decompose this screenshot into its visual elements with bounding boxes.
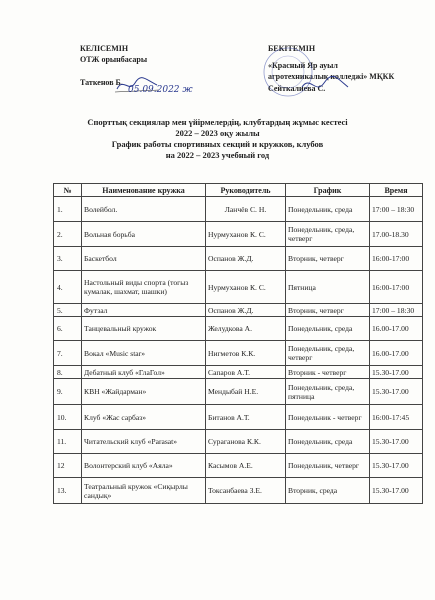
row-leader: Сураганова К.К. [206, 430, 286, 454]
row-club-name: Волонтерский клуб «Аяла» [82, 454, 206, 478]
row-time: 17.00-18.30 [370, 222, 423, 247]
row-club-name: КВН «Жайдарман» [82, 379, 206, 405]
row-club-name: Баскетбол [82, 247, 206, 271]
row-leader: Сапаров А.Т. [206, 366, 286, 379]
row-time: 16.00-17.00 [370, 341, 423, 366]
row-leader: Нурмуханов К. С. [206, 271, 286, 304]
header-time: Время [370, 184, 423, 197]
row-schedule: Понедельник, среда [286, 430, 370, 454]
row-club-name: Настольный виды спорта (тогыз кумалак, шахмат, шашки) [82, 271, 206, 304]
table-row [54, 271, 423, 304]
row-schedule: Понедельник, среда [286, 317, 370, 341]
table-row [54, 454, 423, 478]
row-leader: Ланчёв С. Н. [206, 197, 286, 222]
row-club-name: Танцевальный кружок [82, 317, 206, 341]
row-leader: Оспанов Ж.Д. [206, 304, 286, 317]
title-line-4: на 2022 – 2023 учебный год [165, 150, 270, 160]
table-row [54, 379, 423, 405]
row-time: 17:00 – 18:30 [370, 197, 423, 222]
approval-left-date: 05.09.2022 ж [128, 85, 193, 95]
row-schedule: Вторник, среда [286, 478, 370, 504]
table-row [54, 478, 423, 504]
row-time: 16:00-17:00 [370, 271, 423, 304]
row-number: 3. [54, 247, 82, 271]
row-club-name: Театральный кружок «Сиқырлы сандық» [82, 478, 206, 504]
row-number: 7. [54, 341, 82, 366]
row-time: 17:00 – 18:30 [370, 304, 423, 317]
table-header-row [54, 184, 423, 197]
row-club-name: Волейбол. [82, 197, 206, 222]
document-title [0, 117, 435, 161]
title-line-1: Спорттық секциялар мен үйірмелердің, клубтардың жұмыс кестесі [87, 117, 348, 127]
row-time: 15.30-17.00 [370, 366, 423, 379]
row-schedule: Понедельник, среда, четверг [286, 222, 370, 247]
title-line-3: График работы спортивных секций и кружков, клубов [111, 139, 324, 149]
row-schedule: Понедельник, четверг [286, 454, 370, 478]
row-number: 9. [54, 379, 82, 405]
row-time: 16.00-17.00 [370, 317, 423, 341]
row-time: 16:00-17:00 [370, 247, 423, 271]
table-row [54, 405, 423, 430]
row-number: 6. [54, 317, 82, 341]
row-leader: Желудкова А. [206, 317, 286, 341]
row-schedule: Понедельник, среда [286, 197, 370, 222]
row-schedule: Понедельник, среда, пятница [286, 379, 370, 405]
row-number: 8. [54, 366, 82, 379]
row-club-name: Вокал «Music star» [82, 341, 206, 366]
schedule-table [53, 183, 423, 504]
row-leader: Оспанов Ж.Д. [206, 247, 286, 271]
header-schedule: График [286, 184, 370, 197]
row-time: 15.30-17.00 [370, 478, 423, 504]
row-club-name: Читательский клуб «Parasat» [82, 430, 206, 454]
table-row [54, 430, 423, 454]
header-club-name: Наименование кружка [82, 184, 206, 197]
row-number: 11. [54, 430, 82, 454]
table-row [54, 366, 423, 379]
row-number: 4. [54, 271, 82, 304]
row-time: 15.30-17.00 [370, 379, 423, 405]
row-leader: Нигметов К.К. [206, 341, 286, 366]
row-club-name: Вольная борьба [82, 222, 206, 247]
row-schedule: Понедельник, среда, четверг [286, 341, 370, 366]
row-time: 15.30-17.00 [370, 454, 423, 478]
approval-right-org-line2: агротехникалық колледжі» МҚКК [268, 72, 395, 81]
table-row [54, 222, 423, 247]
row-leader: Касымов А.Е. [206, 454, 286, 478]
signature-right [300, 75, 350, 95]
row-club-name: Клуб «Жас сарбаз» [82, 405, 206, 430]
table-row [54, 341, 423, 366]
approval-right-signer: Сейткалиева С. [268, 84, 326, 93]
row-time: 15.30-17.00 [370, 430, 423, 454]
row-schedule: Вторник, четверг [286, 247, 370, 271]
row-leader: Битанов А.Т. [206, 405, 286, 430]
header-leader: Руководитель [206, 184, 286, 197]
table-row [54, 304, 423, 317]
row-leader: Токсанбаева З.Е. [206, 478, 286, 504]
row-number: 10. [54, 405, 82, 430]
row-schedule: Понедельник - четверг [286, 405, 370, 430]
row-club-name: Дебатный клуб «ГлаГол» [82, 366, 206, 379]
row-schedule: Вторник, четверг [286, 304, 370, 317]
row-leader: Нурмуханов К. С. [206, 222, 286, 247]
row-number: 12 [54, 454, 82, 478]
approval-left-heading: КЕЛІСЕМІН [80, 44, 129, 53]
row-schedule: Пятница [286, 271, 370, 304]
row-number: 1. [54, 197, 82, 222]
row-club-name: Футзал [82, 304, 206, 317]
row-schedule: Вторник - четверг [286, 366, 370, 379]
row-number: 13. [54, 478, 82, 504]
approval-right-heading: БЕКІТЕМІН [268, 44, 316, 53]
row-number: 5. [54, 304, 82, 317]
approval-left-signer: Таткенов Б. [80, 78, 123, 87]
title-line-2: 2022 – 2023 оқу жылы [175, 128, 260, 138]
table-row [54, 317, 423, 341]
approval-right-org-line1: «Красный Яр ауыл [268, 61, 338, 70]
table-row [54, 197, 423, 222]
row-number: 2. [54, 222, 82, 247]
row-time: 16:00-17:45 [370, 405, 423, 430]
row-leader: Мендыбай Н.Е. [206, 379, 286, 405]
header-number: № [54, 184, 82, 197]
table-row [54, 247, 423, 271]
approval-left-position: ОТЖ орынбасары [80, 55, 148, 64]
